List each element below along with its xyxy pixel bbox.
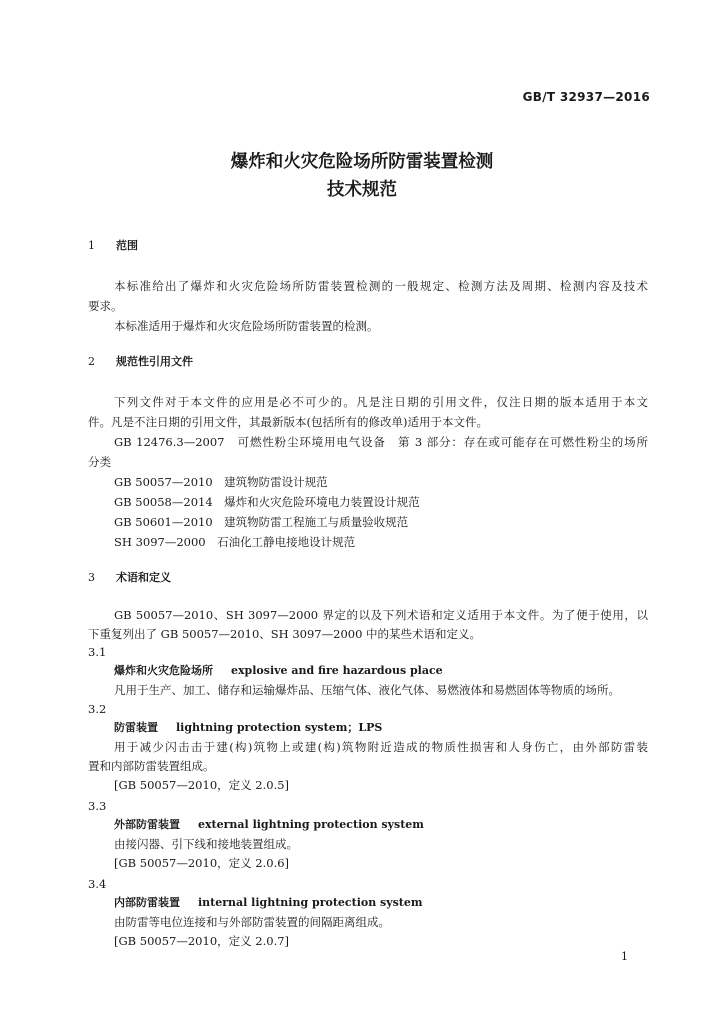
reference-item-continued: 分类 xyxy=(88,455,111,469)
term-number: 3.3 xyxy=(88,799,107,813)
term-title: 爆炸和火灾危险场所 explosive and fire hazardous place xyxy=(114,664,443,677)
term-source: [GB 50057—2010，定义 2.0.5] xyxy=(114,778,290,792)
reference-item: GB 50601—2010 建筑物防雷工程施工与质量验收规范 xyxy=(114,515,409,529)
term-number: 3.1 xyxy=(88,645,107,659)
document-title: 爆炸和火灾危险场所防雷装置检测 xyxy=(230,152,494,172)
term-definition: 由防雷等电位连接和与外部防雷装置的间隔距离组成。 xyxy=(114,915,390,929)
reference-item: GB 50057—2010 建筑物防雷设计规范 xyxy=(114,475,328,489)
term-title: 防雷装置 lightning protection system；LPS xyxy=(114,721,383,734)
term-number: 3.2 xyxy=(88,702,107,716)
references-intro-line1: 下列文件对于本文件的应用是必不可少的。凡是注日期的引用文件，仅注日期的版本适用于本文 xyxy=(114,395,648,409)
reference-item: SH 3097—2000 石油化工静电接地设计规范 xyxy=(114,535,356,549)
term-title: 内部防雷装置 internal lightning protection system xyxy=(114,896,423,909)
terms-intro-line1: GB 50057—2010、SH 3097—2000 界定的以及下列术语和定义适用于本文件。为了便于使用，以 xyxy=(114,608,648,622)
term-definition-continued: 置和内部防雷装置组成。 xyxy=(88,759,215,773)
term-definition: 由接闪器、引下线和接地装置组成。 xyxy=(114,837,298,851)
term-number: 3.4 xyxy=(88,877,107,891)
references-intro-line2: 件。凡是不注日期的引用文件，其最新版本(包括所有的修改单)适用于本文件。 xyxy=(88,415,488,429)
reference-item: GB 50058—2014 爆炸和火灾危险环境电力装置设计规范 xyxy=(114,495,420,509)
section-heading-terms-definitions: 3 术语和定义 xyxy=(88,571,171,584)
terms-intro-line2: 下重复列出了 GB 50057—2010、SH 3097—2000 中的某些术语和定义。 xyxy=(88,627,482,641)
scope-paragraph-2: 本标准适用于爆炸和火灾危险场所防雷装置的检测。 xyxy=(114,319,379,333)
page-number: 1 xyxy=(621,950,628,963)
section-heading-scope: 1 范围 xyxy=(88,239,138,252)
section-heading-normative-references: 2 规范性引用文件 xyxy=(88,355,193,368)
reference-item: GB 12476.3—2007 可燃性粉尘环境用电气设备 第 3 部分：存在或可能存在可燃性粉尘的场所 xyxy=(114,435,648,449)
document-subtitle: 技术规范 xyxy=(327,180,397,200)
standard-code: GB/T 32937—2016 xyxy=(522,90,650,104)
term-definition: 用于减少闪击击于建(构)筑物上或建(构)筑物附近造成的物质性损害和人身伤亡，由外部防雷装 xyxy=(114,740,648,754)
scope-paragraph-line1: 本标准给出了爆炸和火灾危险场所防雷装置检测的一般规定、检测方法及周期、检测内容及技术 xyxy=(114,279,648,293)
term-source: [GB 50057—2010，定义 2.0.6] xyxy=(114,856,290,870)
term-title: 外部防雷装置 external lightning protection system xyxy=(114,818,424,831)
term-definition: 凡用于生产、加工、储存和运输爆炸品、压缩气体、液化气体、易燃液体和易燃固体等物质的场所。 xyxy=(114,683,620,697)
term-source: [GB 50057—2010，定义 2.0.7] xyxy=(114,934,290,948)
scope-paragraph-line2: 要求。 xyxy=(88,299,123,313)
